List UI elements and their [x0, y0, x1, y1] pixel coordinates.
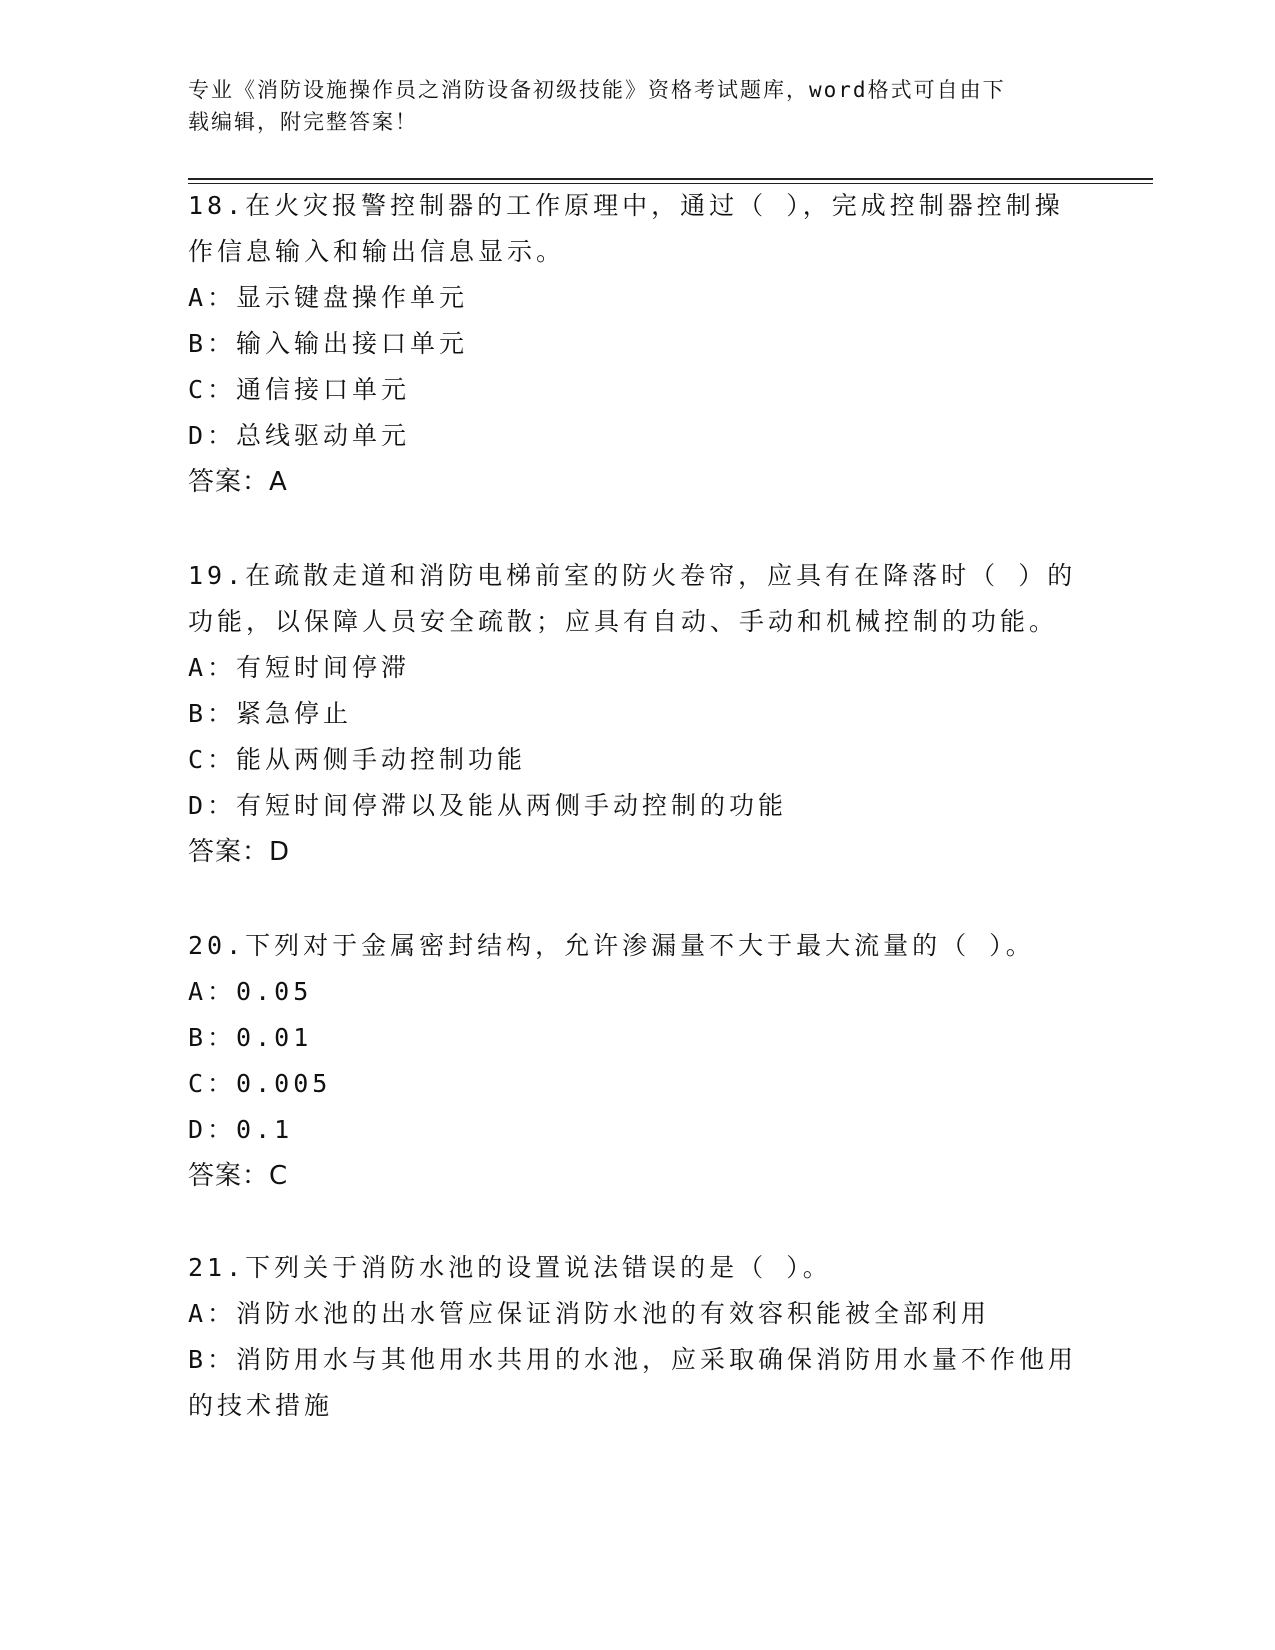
option-a: A：显示键盘操作单元: [188, 283, 469, 312]
header-line-1: 专业《消防设施操作员之消防设备初级技能》资格考试题库，word格式可自由下: [188, 78, 1006, 102]
question-19: [188, 553, 1088, 875]
answer-line: 答案：A: [188, 467, 288, 497]
question-18: [188, 183, 1088, 505]
question-stem-line: 功能，以保障人员安全疏散；应具有自动、手动和机械控制的功能。: [188, 607, 1059, 636]
option-b: B：0.01: [188, 1023, 313, 1052]
header-divider-thick: [188, 178, 1153, 180]
option-b: B：紧急停止: [188, 699, 353, 728]
option-b: B：输入输出接口单元: [188, 329, 469, 358]
question-stem-line: 20.下列对于金属密封结构，允许渗漏量不大于最大流量的（ ）。: [188, 931, 1035, 960]
option-a: A：0.05: [188, 977, 313, 1006]
answer-line: 答案：D: [188, 837, 291, 867]
question-stem-line: 作信息输入和输出信息显示。: [188, 237, 566, 266]
option-c: C：能从两侧手动控制功能: [188, 745, 527, 774]
document-header: [188, 74, 1068, 138]
option-d: D：总线驱动单元: [188, 421, 411, 450]
option-c: C：0.005: [188, 1069, 332, 1098]
option-a: A：有短时间停滞: [188, 653, 411, 682]
option-a: A：消防水池的出水管应保证消防水池的有效容积能被全部利用: [188, 1299, 991, 1328]
header-line-2: 载编辑，附完整答案！: [188, 110, 418, 134]
question-stem-line: 18.在火灾报警控制器的工作原理中，通过（ ），完成控制器控制操: [188, 191, 1064, 220]
option-d: D：0.1: [188, 1115, 294, 1144]
question-stem-line: 21.下列关于消防水池的设置说法错误的是（ ）。: [188, 1253, 832, 1282]
answer-line: 答案：C: [188, 1161, 289, 1191]
option-d: D：有短时间停滞以及能从两侧手动控制的功能: [188, 791, 788, 820]
option-c: C：通信接口单元: [188, 375, 411, 404]
question-20: [188, 923, 1088, 1199]
option-b-continued: 的技术措施: [188, 1391, 334, 1420]
question-21: [188, 1245, 1088, 1429]
question-stem-line: 19.在疏散走道和消防电梯前室的防火卷帘，应具有在降落时（ ）的: [188, 561, 1077, 590]
option-b: B：消防用水与其他用水共用的水池，应采取确保消防用水量不作他用: [188, 1345, 1078, 1374]
